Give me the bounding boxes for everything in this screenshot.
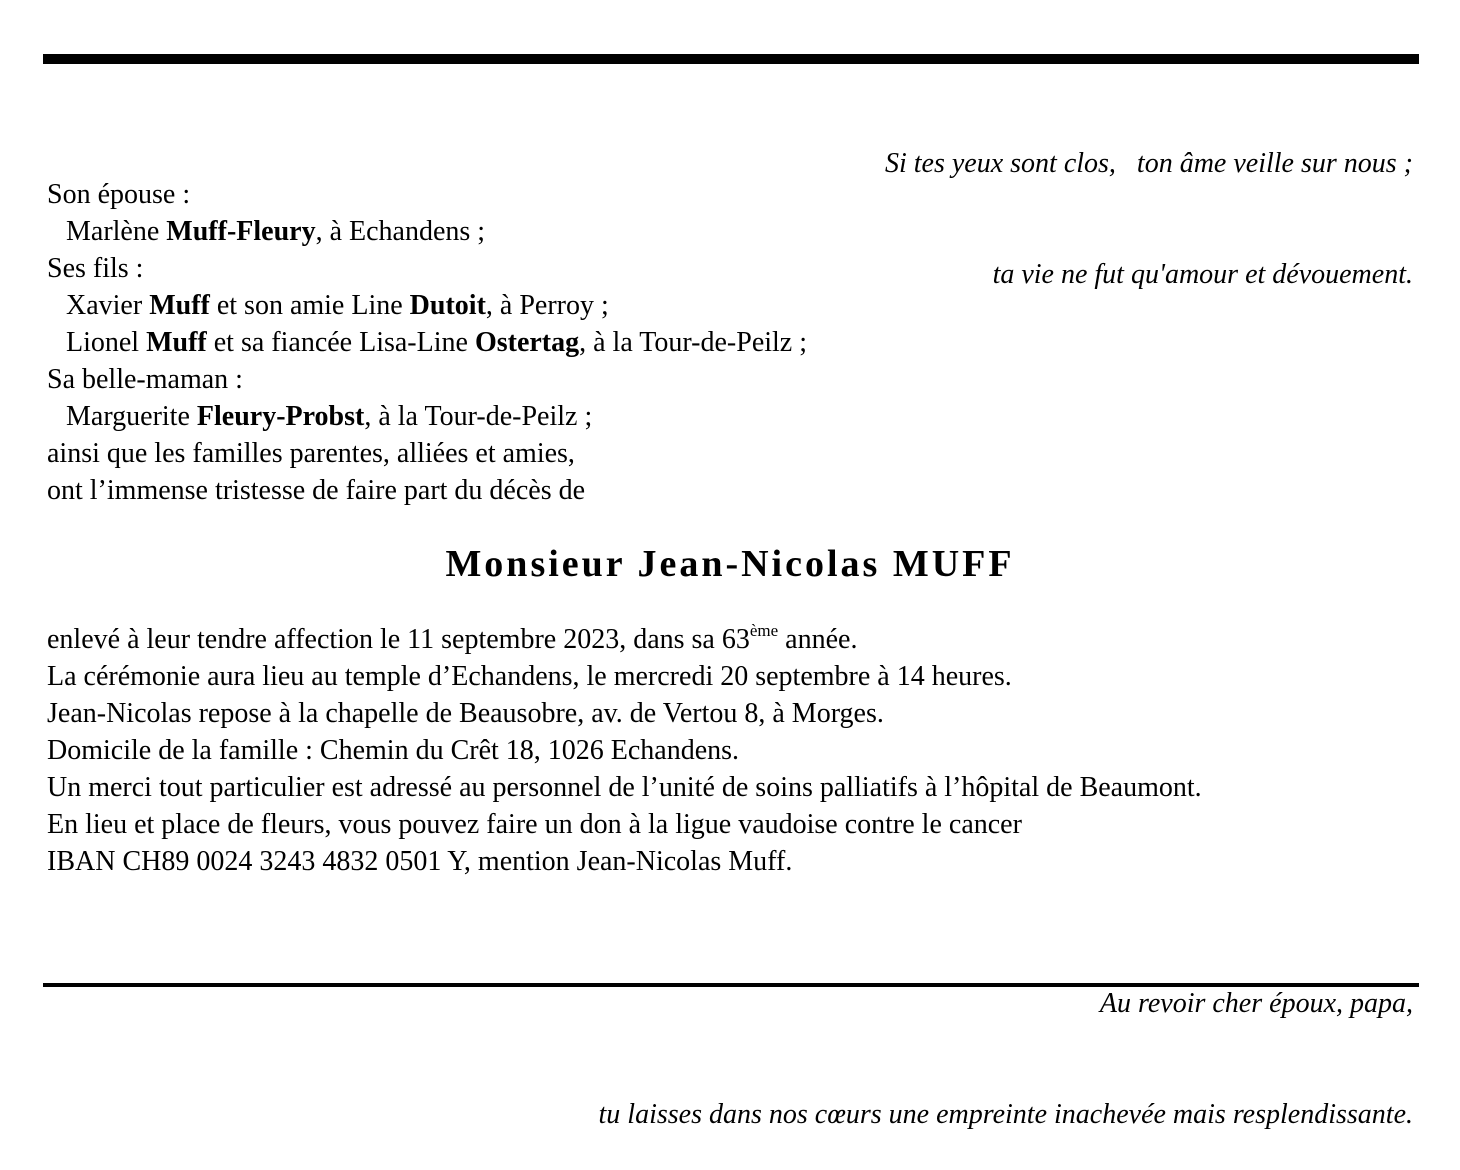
details-line-1-text: enlevé à leur tendre affection le 11 septembre 2023, dans sa 63 xyxy=(47,624,750,655)
mother-in-law-line xyxy=(47,398,1047,435)
son-1-partner-last-name: Dutoit xyxy=(409,290,486,321)
ordinal-suffix: ème xyxy=(749,621,779,640)
details-line-7: IBAN CH89 0024 3243 4832 0501 Y, mention Jean-Nicolas Muff. xyxy=(47,846,793,877)
spouse-first-name: Marlène xyxy=(66,216,167,247)
mother-in-law-heading: Sa belle-maman : xyxy=(47,364,243,395)
mother-in-law-last-name: Fleury-Probst xyxy=(196,401,365,432)
son-2-first-name: Lionel xyxy=(66,327,147,358)
details-line-6: En lieu et place de fleurs, vous pouvez faire un don à la ligue vaudoise contre le cancer xyxy=(47,809,1022,840)
mother-in-law-first-name: Marguerite xyxy=(66,401,197,432)
deceased-name: Monsieur Jean-Nicolas MUFF xyxy=(445,543,1015,585)
details-line-1-end: année. xyxy=(778,624,858,655)
sons-heading: Ses fils : xyxy=(47,253,144,284)
epigraph-bottom-line-1: Au revoir cher époux, papa, xyxy=(1099,988,1413,1019)
details-line-1 xyxy=(47,621,1427,658)
son-2-partner-text: et sa fiancée Lisa-Line xyxy=(206,327,475,358)
son-2-line xyxy=(47,324,1047,361)
son-2-location: , à la Tour-de-Peilz ; xyxy=(579,327,808,358)
son-2-last-name: Muff xyxy=(146,327,207,358)
closing-line-1: ainsi que les familles parentes, alliées et amies, xyxy=(47,438,575,469)
spouse-line xyxy=(47,213,1047,250)
closing-line-2: ont l’immense tristesse de faire part du décès de xyxy=(47,475,586,506)
son-2-partner-last-name: Ostertag xyxy=(474,327,580,358)
mother-in-law-location: , à la Tour-de-Peilz ; xyxy=(364,401,593,432)
spouse-last-name: Muff-Fleury xyxy=(166,216,316,247)
details-line-3: Jean-Nicolas repose à la chapelle de Beausobre, av. de Vertou 8, à Morges. xyxy=(47,698,884,729)
son-1-partner-text: et son amie Line xyxy=(209,290,410,321)
son-1-location: , à Perroy ; xyxy=(485,290,609,321)
bottom-rule xyxy=(43,983,1419,987)
spouse-heading: Son épouse : xyxy=(47,179,191,210)
epigraph-top-line-1: Si tes yeux sont clos, ton âme veille sur nous ; xyxy=(884,148,1413,179)
son-1-first-name: Xavier xyxy=(66,290,150,321)
epigraph-top-line-2: ta vie ne fut qu'amour et dévouement. xyxy=(992,259,1413,290)
son-1-line xyxy=(47,287,1047,324)
spouse-location: , à Echandens ; xyxy=(315,216,486,247)
details-line-4: Domicile de la famille : Chemin du Crêt 18, 1026 Echandens. xyxy=(47,735,740,766)
funeral-details xyxy=(47,621,1427,880)
details-line-5: Un merci tout particulier est adressé au personnel de l’unité de soins palliatifs à l’hôpital de Beaumont. xyxy=(47,772,1202,803)
family-announcement xyxy=(47,176,1047,509)
details-line-2: La cérémonie aura lieu au temple d’Echandens, le mercredi 20 septembre à 14 heures. xyxy=(47,661,1012,692)
son-1-last-name: Muff xyxy=(149,290,210,321)
epigraph-bottom xyxy=(513,911,1413,1170)
top-rule xyxy=(43,54,1419,64)
epigraph-bottom-line-2: tu laisses dans nos cœurs une empreinte inachevée mais resplendissante. xyxy=(598,1099,1413,1130)
